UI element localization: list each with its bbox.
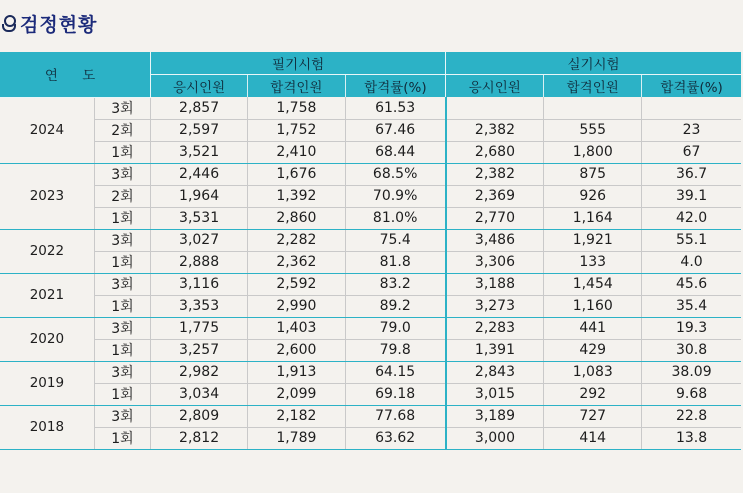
table-row (0, 273, 741, 295)
practical-passed-cell: 1,800 (544, 141, 642, 163)
round-cell: 2회 (94, 185, 150, 207)
year-cell: 2019 (0, 361, 94, 405)
written-rate-cell: 83.2 (345, 273, 445, 295)
written-passed-cell: 1,403 (247, 317, 345, 339)
year-cell: 2023 (0, 163, 94, 229)
written-passed-cell: 2,182 (247, 405, 345, 427)
written-passed-cell: 1,789 (247, 427, 345, 449)
written-passed-header: 합격인원 (247, 75, 345, 98)
year-cell: 2018 (0, 405, 94, 449)
practical-passed-cell: 1,921 (544, 229, 642, 251)
practical-rate-cell: 22.8 (642, 405, 741, 427)
written-rate-cell: 70.9% (345, 185, 445, 207)
table-row (0, 339, 741, 361)
written-passed-cell: 2,362 (247, 251, 345, 273)
written-rate-cell: 89.2 (345, 295, 445, 317)
table-row (0, 207, 741, 229)
practical-applicants-cell: 2,770 (446, 207, 544, 229)
practical-applicants-cell: 2,283 (446, 317, 544, 339)
written-rate-cell: 68.5% (345, 163, 445, 185)
written-applicants-cell: 3,531 (151, 207, 248, 229)
table-row (0, 141, 741, 163)
practical-applicants-cell: 3,486 (446, 229, 544, 251)
written-passed-cell: 2,860 (247, 207, 345, 229)
round-cell: 3회 (94, 317, 150, 339)
written-rate-cell: 79.8 (345, 339, 445, 361)
written-passed-cell: 2,592 (247, 273, 345, 295)
practical-rate-cell: 42.0 (642, 207, 741, 229)
table-row (0, 185, 741, 207)
written-rate-cell: 75.4 (345, 229, 445, 251)
person-icon (2, 14, 16, 32)
round-cell: 1회 (94, 295, 150, 317)
practical-rate-cell: 35.4 (642, 295, 741, 317)
practical-passed-header: 합격인원 (544, 75, 642, 98)
written-passed-cell: 2,099 (247, 383, 345, 405)
round-cell: 1회 (94, 141, 150, 163)
year-cell: 2024 (0, 97, 94, 163)
practical-passed-cell: 555 (544, 119, 642, 141)
practical-rate-cell: 39.1 (642, 185, 741, 207)
practical-rate-cell: 36.7 (642, 163, 741, 185)
practical-passed-cell: 1,160 (544, 295, 642, 317)
written-passed-cell: 1,913 (247, 361, 345, 383)
written-applicants-cell: 2,812 (151, 427, 248, 449)
written-rate-cell: 79.0 (345, 317, 445, 339)
practical-rate-cell: 19.3 (642, 317, 741, 339)
practical-applicants-cell: 3,000 (446, 427, 544, 449)
written-rate-cell: 81.8 (345, 251, 445, 273)
written-rate-cell: 69.18 (345, 383, 445, 405)
practical-rate-cell: 38.09 (642, 361, 741, 383)
practical-applicants-cell: 1,391 (446, 339, 544, 361)
year-cell: 2022 (0, 229, 94, 273)
round-cell: 1회 (94, 207, 150, 229)
table-row (0, 405, 741, 427)
table-body (0, 97, 741, 449)
round-cell: 1회 (94, 383, 150, 405)
written-passed-cell: 2,600 (247, 339, 345, 361)
practical-passed-cell: 429 (544, 339, 642, 361)
practical-passed-cell: 875 (544, 163, 642, 185)
round-cell: 3회 (94, 97, 150, 119)
round-cell: 3회 (94, 163, 150, 185)
section-title-text: 검정현황 (20, 13, 98, 36)
round-cell: 3회 (94, 273, 150, 295)
section-title (0, 10, 97, 36)
table-row (0, 383, 741, 405)
written-passed-cell: 1,676 (247, 163, 345, 185)
practical-passed-cell: 1,083 (544, 361, 642, 383)
practical-applicants-cell: 2,843 (446, 361, 544, 383)
practical-applicants-cell: 3,015 (446, 383, 544, 405)
practical-passed-cell (544, 97, 642, 119)
practical-passed-cell: 926 (544, 185, 642, 207)
written-applicants-cell: 2,857 (151, 97, 248, 119)
practical-passed-cell: 727 (544, 405, 642, 427)
practical-rate-cell: 30.8 (642, 339, 741, 361)
written-applicants-cell: 3,034 (151, 383, 248, 405)
written-rate-cell: 68.44 (345, 141, 445, 163)
written-applicants-cell: 2,888 (151, 251, 248, 273)
written-passed-cell: 1,392 (247, 185, 345, 207)
written-rate-cell: 81.0% (345, 207, 445, 229)
practical-rate-cell: 23 (642, 119, 741, 141)
round-cell: 3회 (94, 361, 150, 383)
table-row (0, 163, 741, 185)
practical-rate-cell: 45.6 (642, 273, 741, 295)
exam-stats-table (0, 52, 741, 450)
practical-applicants-cell: 2,382 (446, 119, 544, 141)
round-cell: 3회 (94, 405, 150, 427)
table-row (0, 229, 741, 251)
written-applicants-cell: 3,116 (151, 273, 248, 295)
written-applicants-cell: 1,964 (151, 185, 248, 207)
written-passed-cell: 2,410 (247, 141, 345, 163)
written-applicants-cell: 2,597 (151, 119, 248, 141)
practical-applicants-cell: 2,680 (446, 141, 544, 163)
written-passed-cell: 2,282 (247, 229, 345, 251)
year-cell: 2020 (0, 317, 94, 361)
written-applicants-cell: 2,809 (151, 405, 248, 427)
practical-passed-cell: 1,454 (544, 273, 642, 295)
written-applicants-cell: 2,446 (151, 163, 248, 185)
table-row (0, 317, 741, 339)
table-row (0, 119, 741, 141)
practical-applicants-header: 응시인원 (446, 75, 544, 98)
practical-applicants-cell: 3,189 (446, 405, 544, 427)
practical-applicants-cell: 3,188 (446, 273, 544, 295)
practical-rate-cell: 4.0 (642, 251, 741, 273)
practical-exam-header: 실기시험 (446, 52, 741, 75)
practical-rate-cell: 55.1 (642, 229, 741, 251)
round-cell: 1회 (94, 339, 150, 361)
written-applicants-cell: 3,353 (151, 295, 248, 317)
written-exam-header: 필기시험 (151, 52, 446, 75)
round-cell: 2회 (94, 119, 150, 141)
practical-applicants-cell: 2,382 (446, 163, 544, 185)
practical-rate-cell: 9.68 (642, 383, 741, 405)
practical-rate-cell: 13.8 (642, 427, 741, 449)
table-row (0, 361, 741, 383)
written-rate-cell: 64.15 (345, 361, 445, 383)
practical-applicants-cell: 3,273 (446, 295, 544, 317)
written-rate-cell: 77.68 (345, 405, 445, 427)
written-passed-cell: 1,752 (247, 119, 345, 141)
written-applicants-cell: 3,257 (151, 339, 248, 361)
year-header: 연 도 (0, 52, 151, 97)
practical-rate-cell: 67 (642, 141, 741, 163)
practical-passed-cell: 292 (544, 383, 642, 405)
practical-applicants-cell: 2,369 (446, 185, 544, 207)
round-cell: 1회 (94, 251, 150, 273)
table-row (0, 427, 741, 449)
practical-applicants-cell: 3,306 (446, 251, 544, 273)
written-rate-cell: 63.62 (345, 427, 445, 449)
written-applicants-header: 응시인원 (151, 75, 248, 98)
written-applicants-cell: 2,982 (151, 361, 248, 383)
practical-passed-cell: 441 (544, 317, 642, 339)
written-passed-cell: 2,990 (247, 295, 345, 317)
year-cell: 2021 (0, 273, 94, 317)
practical-rate-header: 합격률(%) (642, 75, 741, 98)
written-applicants-cell: 1,775 (151, 317, 248, 339)
written-rate-cell: 61.53 (345, 97, 445, 119)
table-row (0, 295, 741, 317)
written-applicants-cell: 3,027 (151, 229, 248, 251)
written-rate-cell: 67.46 (345, 119, 445, 141)
practical-passed-cell: 1,164 (544, 207, 642, 229)
practical-passed-cell: 133 (544, 251, 642, 273)
round-cell: 1회 (94, 427, 150, 449)
written-rate-header: 합격률(%) (345, 75, 445, 98)
written-passed-cell: 1,758 (247, 97, 345, 119)
written-applicants-cell: 3,521 (151, 141, 248, 163)
practical-passed-cell: 414 (544, 427, 642, 449)
practical-rate-cell (642, 97, 741, 119)
table-row (0, 97, 741, 119)
table-row (0, 251, 741, 273)
practical-applicants-cell (446, 97, 544, 119)
round-cell: 3회 (94, 229, 150, 251)
